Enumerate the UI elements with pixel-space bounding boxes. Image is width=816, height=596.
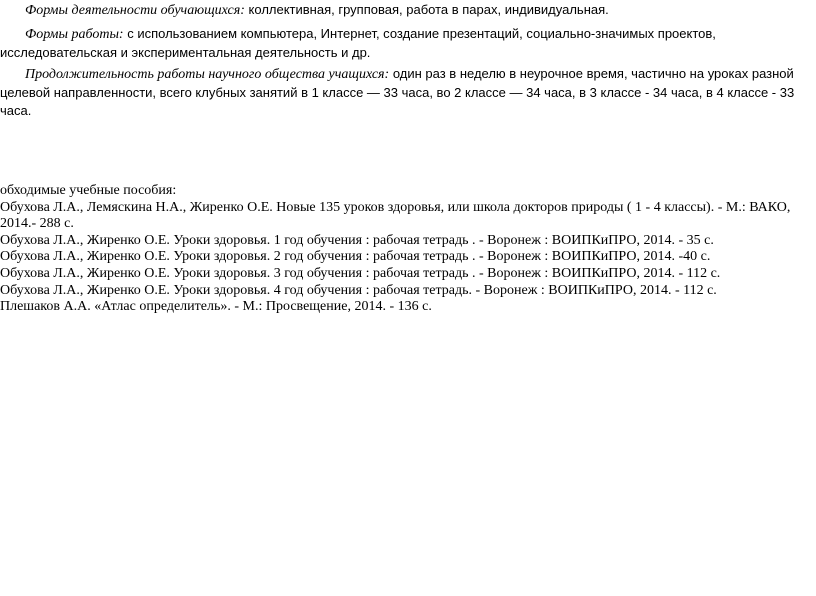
reference-item: Обухова Л.А., Лемяскина Н.А., Жиренко О.Е. Новые 135 уроков здоровья, или школа докторов природы ( 1 - 4 классы). - М.: ВАКО, 2014.- 288 с. [0, 199, 791, 232]
reference-item: Плешаков А.А. «Атлас определитель». - М.: Просвещение, 2014. - 136 с. [0, 299, 432, 315]
references-list [0, 200, 812, 316]
duration-text: один раз в неделю в неурочное время, частично на уроках разной целевой направленности, всего клубных занятий в 1 классе — 33 часа, во 2 классе — 34 часа, в 3 классе - 34 часа, в 4 классе - 33 часа. [0, 66, 795, 118]
references-section [0, 183, 812, 316]
work-forms-paragraph [0, 25, 812, 62]
activity-forms-lead: Формы деятельности обучающихся: [25, 3, 245, 18]
duration-paragraph [0, 65, 812, 120]
reference-item: Обухова Л.А., Жиренко О.Е. Уроки здоровья. 4 год обучения : рабочая тетрадь. - Воронеж : ВОИПКиПРО, 2014. - 112 с. [0, 282, 717, 298]
work-forms-text: с использованием компьютера, Интернет, создание презентаций, социально-значимых проектов, исследовательская и экспериментальная деятельность и др. [0, 26, 716, 60]
duration-lead: Продолжительность работы научного общества учащихся: [25, 67, 390, 82]
activity-forms-text: коллективная, групповая, работа в парах, индивидуальная. [244, 2, 609, 17]
work-forms-lead: Формы работы: [25, 27, 124, 42]
reference-item: Обухова Л.А., Жиренко О.Е. Уроки здоровья. 1 год обучения : рабочая тетрадь . - Воронеж : ВОИПКиПРО, 2014. - 35 с. [0, 232, 714, 248]
reference-item: Обухова Л.А., Жиренко О.Е. Уроки здоровья. 3 год обучения : рабочая тетрадь . - Воронеж : ВОИПКиПРО, 2014. - 112 с. [0, 265, 721, 281]
activity-forms-paragraph [0, 1, 812, 20]
references-heading: обходимые учебные пособия: [0, 183, 177, 198]
reference-item: Обухова Л.А., Жиренко О.Е. Уроки здоровья. 2 год обучения : рабочая тетрадь . - Воронеж : ВОИПКиПРО, 2014. -40 с. [0, 249, 711, 265]
